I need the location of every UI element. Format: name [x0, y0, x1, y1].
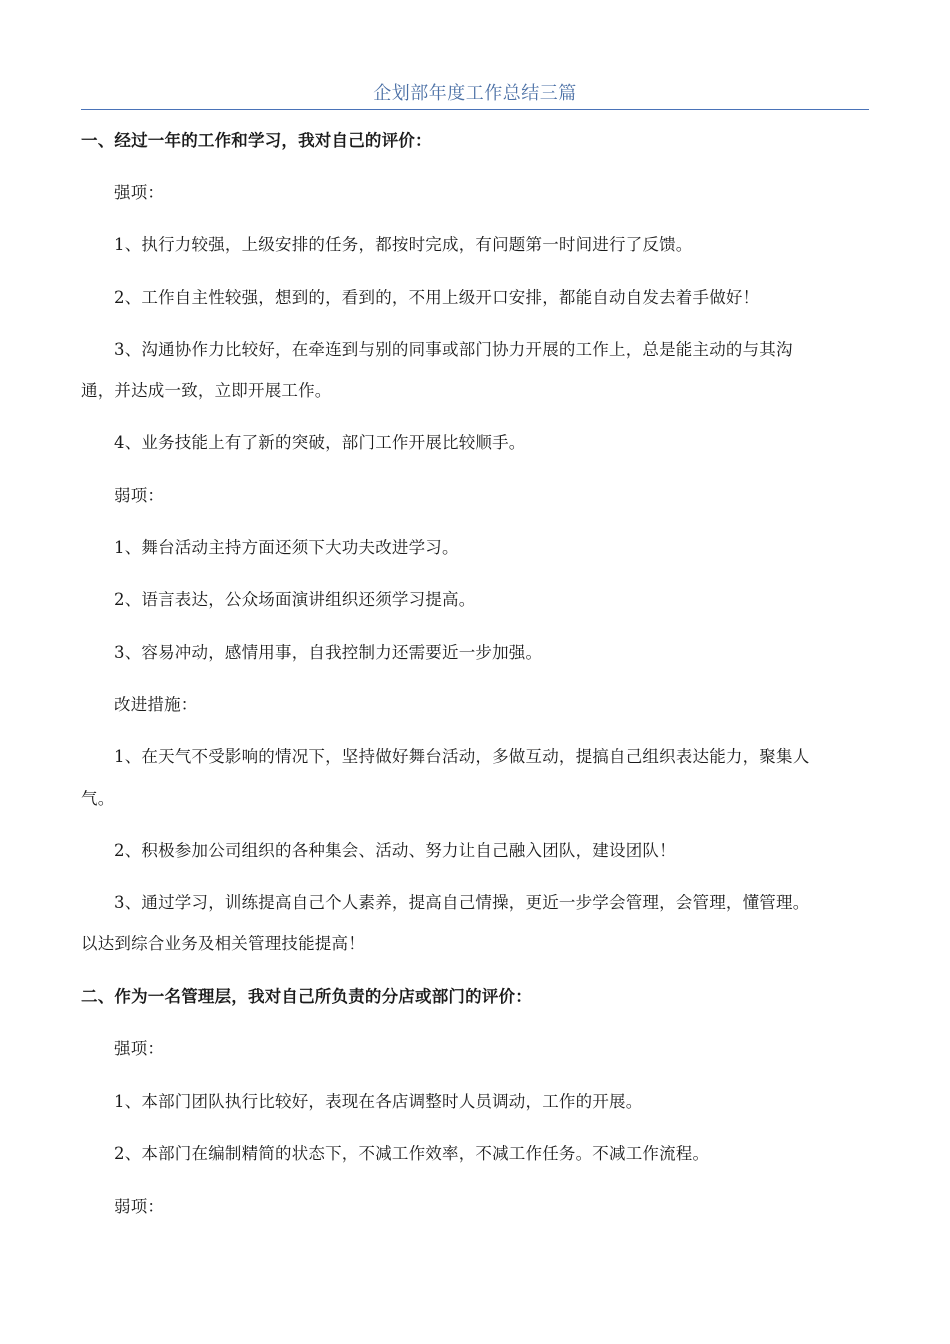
document-header: [81, 78, 869, 110]
paragraph-line: 2、积极参加公司组织的各种集会、活动、努力让自己融入团队，建设团队！: [114, 841, 676, 860]
subheading-strengths: 强项：: [114, 1039, 165, 1058]
subheading-weaknesses: 弱项：: [114, 1197, 165, 1216]
paragraph-line: 3、通过学习，训练提高自己个人素养，提高自己情操，更近一步学会管理，会管理，懂管理。: [114, 893, 810, 912]
paragraph-line: 1、执行力较强，上级安排的任务，都按时完成，有问题第一时间进行了反馈。: [114, 235, 693, 254]
paragraph-line: 3、容易冲动，感情用事，自我控制力还需要近一步加强。: [114, 643, 543, 662]
paragraph-line: 1、在天气不受影响的情况下，坚持做好舞台活动，多做互动，提搞自己组织表达能力，聚集人: [114, 747, 810, 766]
subheading-strengths: 强项：: [114, 183, 165, 202]
section-heading-2: 二、作为一名管理层，我对自己所负责的分店或部门的评价：: [81, 987, 532, 1006]
paragraph-line: 2、语言表达，公众场面演讲组织还须学习提高。: [114, 590, 476, 609]
paragraph-line: 气。: [81, 789, 115, 808]
document-title: 企划部年度工作总结三篇: [373, 83, 577, 104]
paragraph-line: 2、本部门在编制精简的状态下，不减工作效率，不减工作任务。不减工作流程。: [114, 1144, 710, 1163]
subheading-weaknesses: 弱项：: [114, 486, 165, 505]
subheading-improvements: 改进措施：: [114, 695, 198, 714]
paragraph-line: 以达到综合业务及相关管理技能提高！: [81, 934, 365, 953]
paragraph-line: 1、本部门团队执行比较好，表现在各店调整时人员调动，工作的开展。: [114, 1092, 643, 1111]
section-heading-1: 一、经过一年的工作和学习，我对自己的评价：: [81, 131, 432, 150]
paragraph-line: 3、沟通协作力比较好，在牵连到与别的同事或部门协力开展的工作上，总是能主动的与其沟: [114, 340, 793, 359]
paragraph-line: 1、舞台活动主持方面还须下大功夫改进学习。: [114, 538, 459, 557]
paragraph-line: 通，并达成一致，立即开展工作。: [81, 381, 332, 400]
paragraph-line: 2、工作自主性较强，想到的，看到的，不用上级开口安排，都能自动自发去着手做好！: [114, 288, 760, 307]
paragraph-line: 4、业务技能上有了新的突破，部门工作开展比较顺手。: [114, 433, 526, 452]
